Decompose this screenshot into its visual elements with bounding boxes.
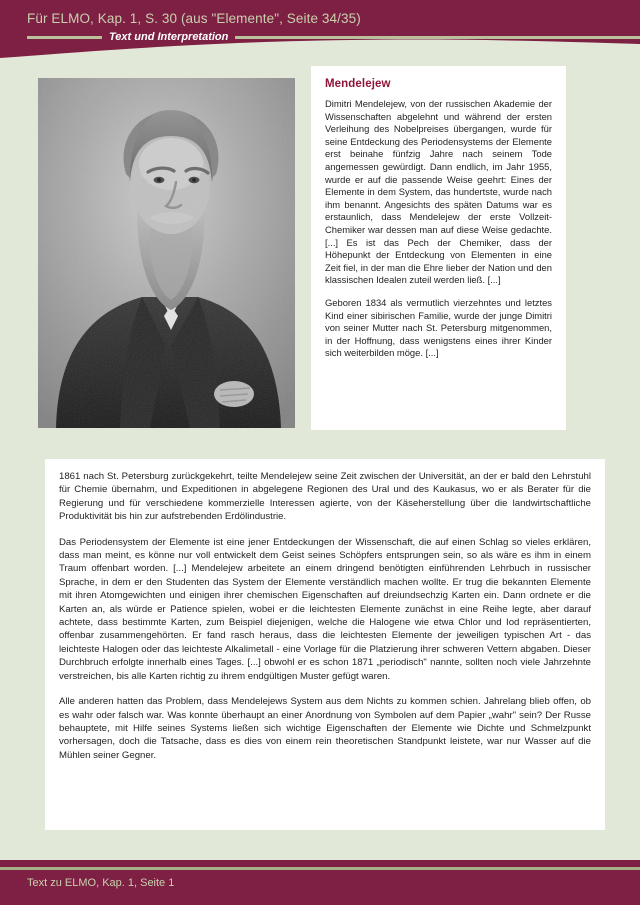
- portrait-illustration: [38, 78, 295, 428]
- header-rule-right: [235, 36, 640, 39]
- header-title: Für ELMO, Kap. 1, S. 30 (aus "Elemente", Seite 34/35): [27, 11, 361, 26]
- sidebox-paragraph-1: Dimitri Mendelejew, von der russischen Akademie der Wissenschaften abgelehnt und während der ersten Verleihung des Nobelpreises übergangen, wurde für seine Entdeckung des Periodensystems der Elemente erst beinahe fünfzig Jahre nach seinem Tode angemessen gewürdigt. Dann endlich, im Jahr 1955, wurde er auf die passende Weise geehrt: Eines der Elemente in dem System, das hundertste, wurde nach ihm benannt. Angesichts des späten Datums war es erstaunlich, dass Mendelejew der erste Vollzeit-Chemiker war dessen man auf diese Weise gedachte. [...] Es ist das Pech der Chemiker, dass der Höhepunkt der Entdeckung von Elementen in eine Zeit fiel, in der man die Ehre lieber der Nation und den klassischen Idealen zuteil werden ließ. [...]: [325, 98, 552, 286]
- sidebox-paragraph-2: Geboren 1834 als vermutlich vierzehntes und letztes Kind einer sibirischen Familie, wurde der junge Dimitri von seiner Mutter nach St. Petersburg mitgenommen, in der Hoffnung, dass wenigstens eines ihrer Kinder sich weiterbilden möge. [...]: [325, 296, 552, 359]
- main-paragraph-3: Alle anderen hatten das Problem, dass Mendelejews System aus dem Nichts zu kommen schien. Jahrelang blieb offen, ob es wahr oder falsch war. Was konnte überhaupt an einer Anordnung von Symbolen auf dem Papier „wahr" sein? Der Russe behauptete, mit Hilfe seines Systems ließen sich wichtige Eigenschaften der Elemente wie Dichte und Schmelzpunkt vorhersagen, doch die Tatsache, dass es dies von einem rein theoretischen Standpunkt leistete, war nur Wasser auf die Mühlen seiner Gegner.: [59, 696, 591, 761]
- footer-text: Text zu ELMO, Kap. 1, Seite 1: [27, 877, 175, 889]
- footer-stripe-top: [0, 860, 640, 867]
- header-rule-left: [27, 36, 102, 39]
- page-footer: [0, 860, 640, 905]
- page-header: [0, 0, 640, 62]
- mendelejew-biography-panel: [311, 66, 566, 430]
- header-subtitle-row: [0, 29, 640, 45]
- header-subtitle: Text und Interpretation: [109, 31, 229, 43]
- main-paragraph-2: Das Periodensystem der Elemente ist eine jener Entdeckungen der Wissenschaft, die auf einen Schlag so vieles erklären, dass man meint, es könne nur voll entwickelt dem Geist seines Schöpfers entsprungen sein, so als wäre es ihm in einem Traum offenbart worden. [...] Mendelejew arbeitete an einem dringend benötigten einführenden Lehrbuch in russischer Sprache, in dem er den Studenten das System der Elemente verständlich machen wollte. Er trug die bekannten Elemente mit ihren Atomgewichten und einigen ihrer chemischen Eigenschaften auf dreiundsechzig Karten ein. Dann ordnete er die Karten an, als würde er Patience spielen, wobei er die leichtesten Elemente zunächst in eine Reihe legte, aber darauf achtete, dass bestimmte Karten, zum Beispiel diejenigen, welche die Halogene wie etwa Chlor und Iod repräsentierten, offenbar zusammengehörten. Er fand rasch heraus, dass die leichtesten Elemente der jeweiligen typischen Art - das leichteste Halogen oder das leichteste Alkalimetall - eine Vorlage für die Platzierung ihrer schweren Vettern abgaben. Dieser Durchbruch erfolgte innerhalb eines Tages. [...] obwohl er es schon 1871 „periodisch" nannte, sollten noch viele Jahrzehnte verstreichen, bis alle Karten richtig zu ihrem endgültigen Muster gefügt waren.: [59, 536, 591, 682]
- mendelejew-portrait-photo: [38, 78, 295, 428]
- main-paragraph-1: 1861 nach St. Petersburg zurückgekehrt, teilte Mendelejew seine Zeit zwischen der Universität, an der er bald den Lehrstuhl für Chemie übernahm, und Expeditionen in abgelegene Regionen des Ural und des Kaukasus, wo er als Berater für die Regierung und für verschiedene kommerzielle Interessen agierte, von der Käseherstellung über die landwirtschaftliche Produktivität bis hin zur aufstrebenden Erdölindustrie.: [59, 471, 591, 523]
- main-article-panel: [45, 459, 605, 830]
- sidebox-heading: Mendelejew: [325, 78, 391, 90]
